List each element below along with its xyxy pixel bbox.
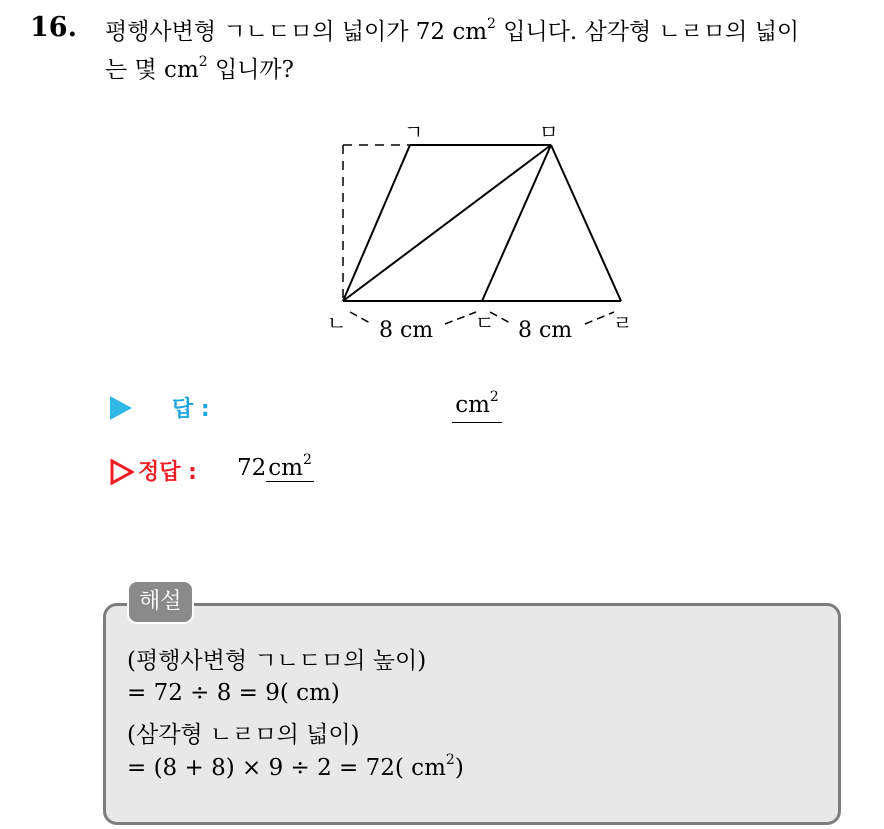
dimension-dash [350,312,372,324]
dimension-dash [445,312,476,324]
explanation-text: = (8 + 8) × 9 ÷ 2 = 72( cm [127,755,446,781]
question-text: 입니다. 삼각형 ㄴㄹㅁ의 넓이 [495,19,800,45]
dimension-dash [585,312,614,324]
segment-length-label: 8 cm [379,318,434,343]
correct-unit [266,452,314,482]
explanation-tag: 해설 [127,580,194,624]
question-text: 는 몇 cm [105,57,199,83]
explanation-line: = 72 ÷ 8 = 9( cm) [127,680,340,706]
geometry-figure [0,0,884,380]
explanation-line: (평행사변형 ㄱㄴㄷㅁ의 높이) [127,648,427,674]
explanation-line [127,752,464,781]
explanation-text: ) [454,755,464,781]
vertex-label-r: ㄹ [613,311,633,335]
edge-right [551,145,621,301]
segment-length-label: 8 cm [518,318,573,343]
edge-left [343,145,410,301]
correct-answer-value [237,452,314,482]
edge-diagonal [343,145,551,301]
edge-middle [482,145,551,301]
superscript: 2 [198,54,208,71]
superscript: 2 [487,16,496,33]
correct-number: 72 [237,455,267,481]
unit-text: cm [268,455,303,481]
explanation-box [103,603,841,825]
outline-triangle-icon [110,459,134,485]
superscript: 2 [302,452,312,469]
explanation-line: (삼각형 ㄴㄹㅁ의 넓이) [127,722,360,748]
vertex-label-m: ㅁ [539,120,559,144]
correct-answer-label: 정답 : [138,460,197,485]
superscript: 2 [445,752,455,769]
vertex-label-d: ㄷ [475,311,495,335]
correct-answer-row [110,452,530,495]
question-text: 평행사변형 ㄱㄴㄷㅁ의 넓이가 72 cm [105,19,488,45]
vertex-label-n: ㄴ [327,311,347,335]
question-number: 16. [30,12,77,43]
vertex-label-g: ㄱ [404,120,424,144]
answer-blank [452,389,502,423]
answer-label: 답 : [172,397,210,422]
answer-unit: cm [455,392,490,418]
superscript: 2 [489,389,499,406]
answer-row [110,389,530,432]
play-icon [110,396,132,420]
question-text: 입니까? [207,57,294,83]
